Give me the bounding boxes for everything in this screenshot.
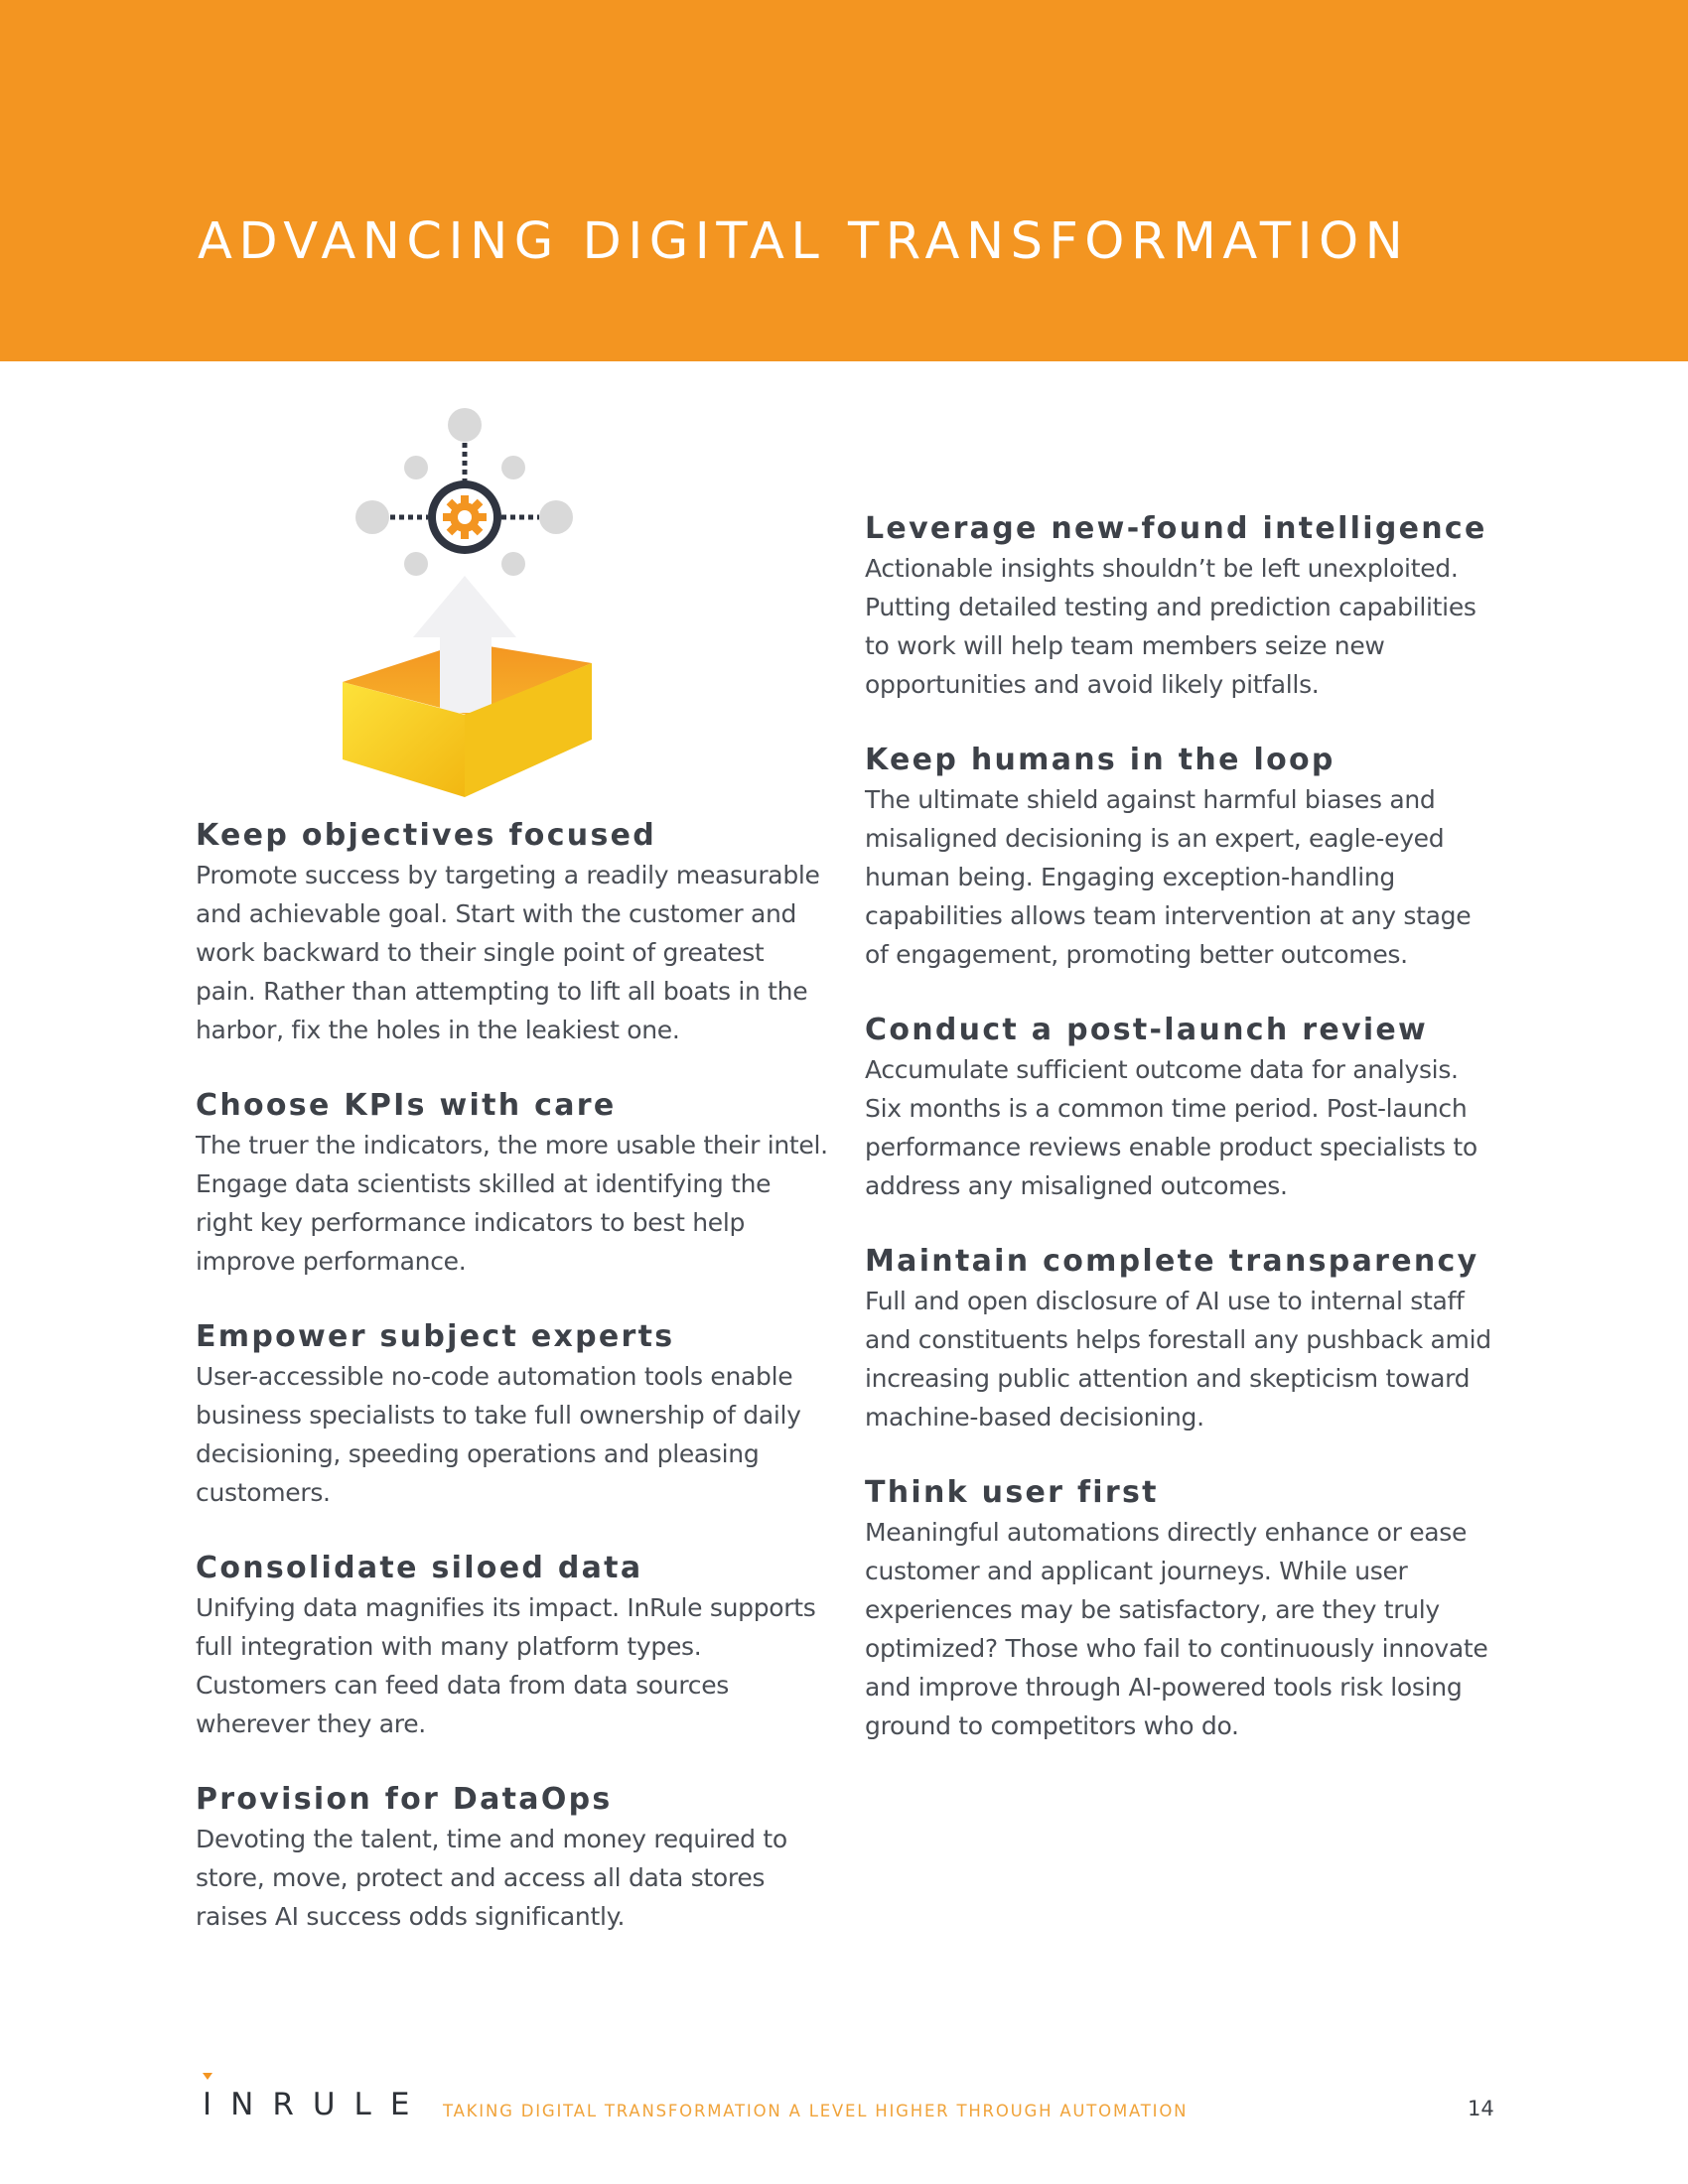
section-body: The truer the indicators, the more usable their intel. Engage data scientists skilled at identifying the right key performance indicators to best help improve performance.: [196, 1131, 828, 1276]
section-heading: Empower subject experts: [196, 1319, 675, 1354]
section-heading: Leverage new-found intelligence: [865, 511, 1487, 546]
section-provision-for-dataops: [196, 1780, 831, 1936]
section-maintain-transparency: [865, 1242, 1500, 1436]
logo-caret-icon: [203, 2073, 212, 2080]
company-logo: INRULE: [203, 2087, 429, 2122]
header-banner: [0, 0, 1688, 361]
section-heading: Consolidate siloed data: [196, 1551, 643, 1585]
section-heading: Keep humans in the loop: [865, 743, 1336, 777]
section-heading: Provision for DataOps: [196, 1782, 613, 1817]
section-body: Full and open disclosure of AI use to internal staff and constituents helps forestall any pushback amid increasing public attention and skepticism toward machine-based decisioning.: [865, 1287, 1491, 1432]
section-body: Promote success by targeting a readily measurable and achievable goal. Start with the customer and work backward to their single point of greatest pain. Rather than attempting to lift all boats in the harbor, fix the holes in the leakiest one.: [196, 861, 820, 1044]
section-leverage-intelligence: [865, 509, 1500, 704]
footer-tagline: TAKING DIGITAL TRANSFORMATION A LEVEL HIGHER THROUGH AUTOMATION: [443, 2102, 1189, 2120]
section-think-user-first: [865, 1473, 1500, 1745]
section-body: Actionable insights shouldn’t be left unexploited. Putting detailed testing and prediction capabilities to work will help team members seize new opportunities and avoid likely pitfalls.: [865, 554, 1477, 699]
section-consolidate-siloed-data: [196, 1549, 831, 1743]
page-number: 14: [1468, 2097, 1494, 2120]
section-empower-subject-experts: [196, 1317, 831, 1512]
section-post-launch-review: [865, 1011, 1500, 1205]
section-body: Devoting the talent, time and money required to store, move, protect and access all data stores raises AI success odds significantly.: [196, 1825, 787, 1931]
section-choose-kpis: [196, 1086, 831, 1281]
section-keep-objectives-focused: [196, 816, 831, 1049]
section-heading: Maintain complete transparency: [865, 1244, 1479, 1279]
section-heading: Conduct a post-launch review: [865, 1013, 1429, 1047]
section-body: Accumulate sufficient outcome data for analysis. Six months is a common time period. Post-launch performance reviews enable product specialists to address any misaligned outcomes.: [865, 1055, 1477, 1200]
section-heading: Choose KPIs with care: [196, 1088, 617, 1123]
section-heading: Think user first: [865, 1475, 1159, 1510]
section-heading: Keep objectives focused: [196, 818, 657, 853]
section-body: Meaningful automations directly enhance or ease customer and applicant journeys. While user experiences may be satisfactory, are they truly optimized? Those who fail to continuously innovate and improve through AI-powered tools risk losing ground to competitors who do.: [865, 1518, 1488, 1740]
section-body: The ultimate shield against harmful biases and misaligned decisioning is an expert, eagle-eyed human being. Engaging exception-handling capabilities allows team intervention at any stage of engagement, promoting better outcomes.: [865, 785, 1472, 969]
section-body: Unifying data magnifies its impact. InRule supports full integration with many platform types. Customers can feed data from data sources wherever they are.: [196, 1593, 816, 1738]
gear-network-box-upload-icon: [328, 397, 626, 814]
section-body: User-accessible no-code automation tools enable business specialists to take full ownership of daily decisioning, speeding operations and pleasing customers.: [196, 1362, 801, 1507]
page-title: ADVANCING DIGITAL TRANSFORMATION: [198, 212, 1410, 271]
section-keep-humans-in-loop: [865, 741, 1500, 974]
